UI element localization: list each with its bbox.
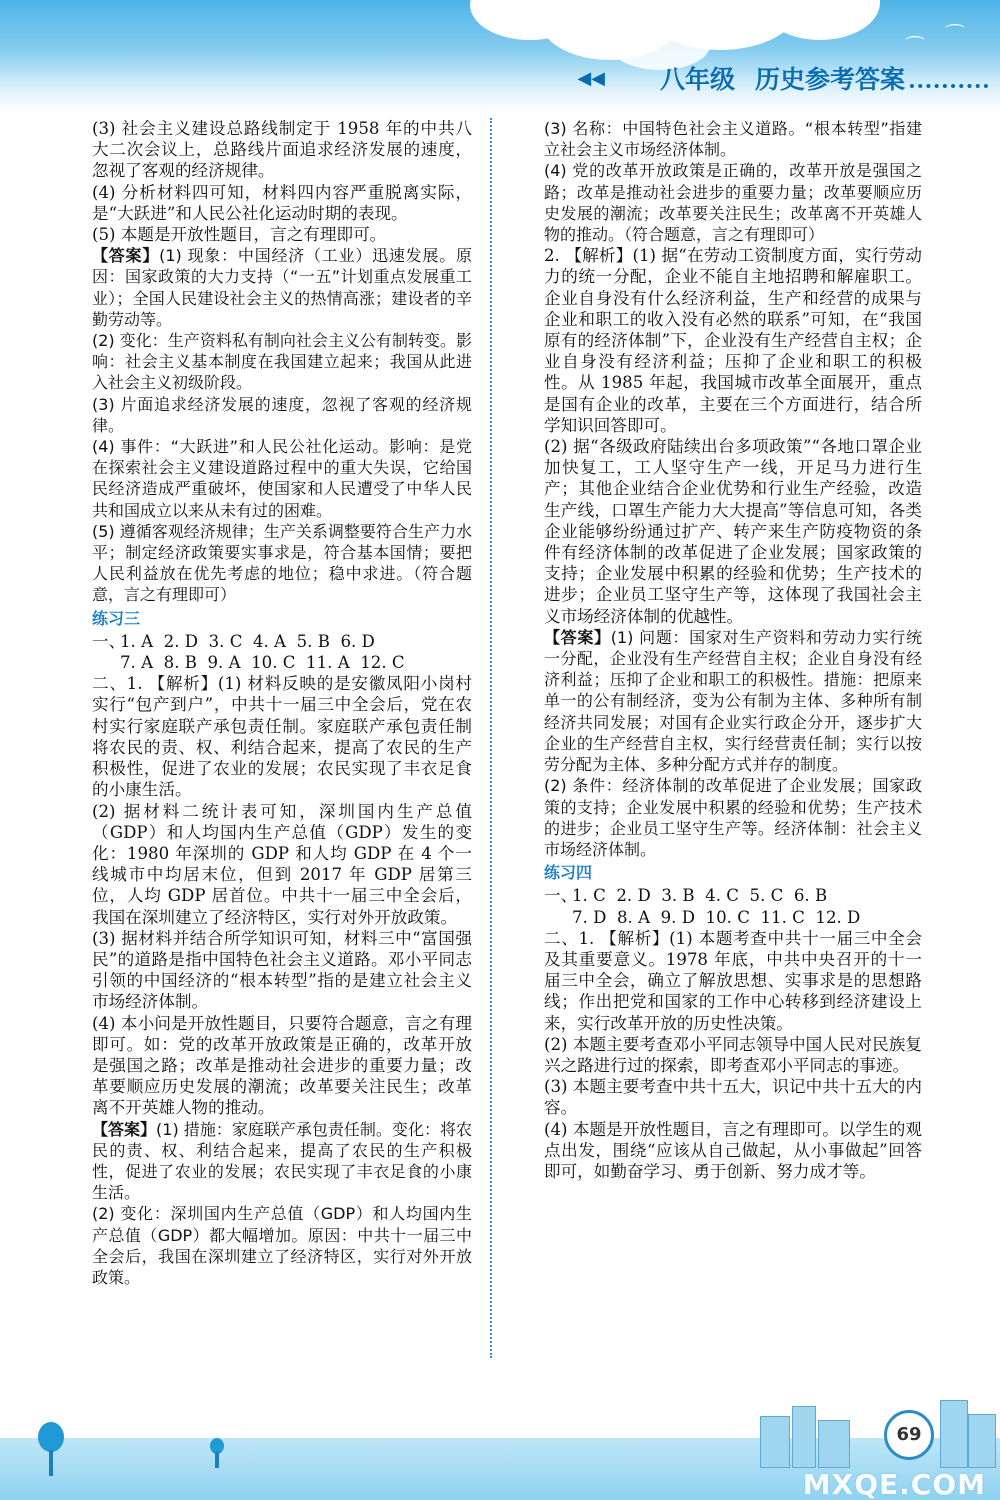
choice-label: 一、	[544, 886, 578, 906]
analysis-paragraph: (5) 本题是开放性题目，言之有理即可。	[92, 225, 387, 245]
choice-rows	[572, 885, 922, 927]
answer-label: 【答案】	[92, 1119, 157, 1139]
choice-answers	[92, 631, 472, 673]
answer-paragraph	[92, 1119, 472, 1204]
answer-paragraph	[544, 160, 922, 245]
choice-label: 一、	[92, 631, 126, 651]
analysis-paragraph: (2) 据材料二统计表可知，深圳国内生产总值（GDP）和人均国内生产总值（GDP）发生的变化：1980 年深圳的 GDP 和人均 GDP 在 4 个一线城市中均居末位，但到 2017 年 GDP 居第三位，人均 GDP 居首位。中共十一届三中全会后，我国在深圳建立了经济特区，实行对外开放政策。	[92, 801, 472, 927]
analysis-paragraph: (3) 社会主义建设总路线制定于 1958 年的中共八大二次会议上，总路线片面追求经济发展的速度，忽视了客观的经济规律。	[92, 119, 472, 181]
building-shape	[818, 1420, 850, 1468]
answer-text: (2) 变化：深圳国内生产总值（GDP）和人均国内生产总值（GDP）都大幅增加。原因：中共十一届三中全会后，我国在深圳建立了经济特区，实行对外开放政策。	[92, 1204, 472, 1287]
analysis-paragraph: (2) 本题主要考查邓小平同志领导中国人民对民族复兴之路进行过的探索，即考查邓小平同志的事迹。	[544, 1034, 922, 1075]
right-column	[544, 118, 922, 1182]
building-shape	[968, 1414, 996, 1468]
analysis-paragraph: (4) 本题是开放性题目，言之有理即可。以学生的观点出发，围绕“应该从自己做起，从小事做起”回答即可，如勤奋学习、勇于创新、努力成才等。	[544, 1119, 922, 1181]
choice-row: 7. D 8. A 9. D 10. C 11. C 12. D	[572, 907, 861, 927]
answer-paragraph	[92, 245, 472, 330]
answer-paragraph	[92, 394, 472, 436]
header-title	[660, 60, 905, 96]
answer-text: (1) 问题：国家对生产资料和劳动力实行统一分配，企业没有生产经营自主权；企业自身没有经济利益；压抑了企业和职工的积极性。措施：把原来单一的公有制经济，变为公有制为主体、多种所有制经济共同发展；对国有企业实行政企分开，逐步扩大企业的生产经营自主权，实行经营责任制；实行以按劳分配为主体、多种分配方式并存的制度。	[544, 627, 922, 775]
choice-row: 1. A 2. D 3. C 4. A 5. B 6. D	[120, 631, 375, 651]
building-shape	[760, 1416, 790, 1468]
building-shape	[940, 1400, 968, 1468]
analysis-paragraph: 2. 【解析】(1) 据“在劳动工资制度方面，实行劳动力的统一分配，企业不能自主地招聘和解雇职工。企业自身没有什么经济利益，生产和经营的成果与企业和职工的收入没有必然的联系”可知，在“我国原有的经济体制”下，企业没有生产经营自主权；企业自身没有经济利益；压抑了企业和职工的积极性。从 1985 年起，我国城市改革全面展开，重点是国有企业的改革，主要在三个方面进行，结合所学知识回答即可。	[544, 246, 922, 435]
answer-text: (1) 现象：中国经济（工业）迅速发展。原因：国家政策的大力支持（“一五”计划重点发展重工业）；全国人民建设社会主义的热情高涨；建设者的辛勤劳动等。	[92, 246, 472, 329]
footer-scene	[0, 1380, 1000, 1500]
answer-paragraph	[544, 118, 922, 160]
choice-row: 7. A 8. B 9. A 10. C 11. A 12. C	[120, 653, 405, 673]
answer-paragraph	[92, 521, 472, 606]
bird-icon: ⌒	[905, 34, 925, 58]
choice-row: 1. C 2. D 3. B 4. C 5. C 6. B	[572, 886, 828, 906]
answer-paragraph	[92, 436, 472, 521]
analysis-paragraph: (3) 本题主要考查中共十五大，识记中共十五大的内容。	[544, 1077, 922, 1118]
answer-paragraph	[544, 627, 922, 775]
analysis-paragraph: 二、1. 【解析】(1) 本题考查中共十一届三中全会及其重要意义。1978 年底，中共中央召开的十一届三中全会，确立了解放思想、实事求是的思想路线；作出把党和国家的工作中心转移到经济建设上来，实行改革开放的历史性决策。	[544, 928, 922, 1033]
arrow-icon: ◀◀	[577, 68, 605, 89]
answer-paragraph	[544, 775, 922, 860]
analysis-paragraph: (4) 本小问是开放性题目，只要符合题意，言之有理即可。如：党的改革开放政策是正确的，改革开放是强国之路；改革是推动社会进步的重要力量；改革要顺应历史发展的潮流；改革要关注民生；改革离不开英雄人物的推动。	[92, 1013, 472, 1118]
answer-text: (3) 片面追求经济发展的速度，忽视了客观的经济规律。	[92, 394, 472, 435]
page-number: 69	[884, 1410, 934, 1460]
answer-text: (3) 名称：中国特色社会主义道路。“根本转型”指建立社会主义市场经济体制。	[544, 119, 922, 160]
analysis-paragraph: 二、1. 【解析】(1) 材料反映的是安徽凤阳小岗村实行“包产到户”，中共十一届三中全会后，党在农村实行家庭联产承包责任制。家庭联产承包责任制将农民的责、权、利结合起来，提高了农民的生产积极性，促进了农业的发展；农民实现了丰衣足食的小康生活。	[92, 674, 472, 800]
grade-label: 八年级	[659, 65, 735, 94]
tree-trunk	[49, 1450, 53, 1476]
answer-label: 【答案】	[92, 246, 160, 266]
section-title: 练习四	[544, 863, 593, 883]
choice-answers	[544, 885, 922, 927]
bird-icon: ⌒	[945, 22, 965, 46]
analysis-paragraph: (3) 据材料并结合所学知识可知，材料三中“富国强民”的道路是指中国特色社会主义道路。邓小平同志引领的中国经济的“根本转型”指的是建立社会主义市场经济体制。	[92, 928, 472, 1012]
answer-text: (5) 遵循客观经济规律；生产关系调整要符合生产力水平；制定经济政策要实事求是，符合基本国情；要把人民利益放在优先考虑的地位；稳中求进。（符合题意，言之有理即可）	[92, 521, 472, 605]
answer-text: (4) 事件：“大跃进”和人民公社化运动。影响：是党在探索社会主义建设道路过程中的重大失误，它给国民经济造成严重破坏，使国家和人民遭受了中华人民共和国成立以来从未有过的困难。	[92, 437, 472, 520]
answer-paragraph	[92, 1203, 472, 1288]
subject-label: 历史参考答案	[754, 65, 905, 94]
watermark-text: MXQE.COM	[802, 1468, 986, 1500]
tree-icon	[38, 1422, 64, 1452]
answer-text: (2) 条件：经济体制的改革促进了企业发展；国家政策的支持；企业发展中积累的经验和优势；生产技术的进步；企业员工坚守生产等。经济体制：社会主义市场经济体制。	[544, 776, 922, 859]
tree-trunk	[215, 1452, 219, 1468]
answer-paragraph	[92, 330, 472, 394]
choice-rows	[120, 631, 472, 673]
left-column	[92, 118, 472, 1288]
answer-text: (1) 措施：家庭联产承包责任制。变化：将农民的责、权、利结合起来，提高了农民的生产积极性，促进了农业的发展；农民实现了丰衣足食的小康生活。	[92, 1119, 472, 1203]
building-shape	[792, 1406, 816, 1468]
answer-text: (2) 变化：生产资料私有制向社会主义公有制转变。影响：社会主义基本制度在我国建立起来；我国从此进入社会主义初级阶段。	[92, 331, 472, 393]
answer-text: (4) 党的改革开放政策是正确的，改革开放是强国之路；改革是推动社会进步的重要力量；改革要顺应历史发展的潮流；改革要关注民生；改革离不开英雄人物的推动。（符合题意，言之有理即可）	[544, 161, 922, 245]
analysis-paragraph: (2) 据“各级政府陆续出台多项政策”“各地口罩企业加快复工，工人坚守生产一线，开足马力进行生产；其他企业结合企业优势和行业生产经验，改造生产线，口罩生产能力大大提高”等信息可知，各类企业能够纷纷通过扩产、转产来生产防疫物资的条件有经济体制的改革促进了企业发展；国家政策的支持；企业发展中积累的经验和优势；生产技术的进步；企业员工坚守生产等，这体现了我国社会主义市场经济体制的优越性。	[544, 437, 922, 626]
answer-label: 【答案】	[544, 627, 611, 647]
header-banner	[0, 0, 1000, 112]
section-title: 练习三	[92, 608, 141, 628]
header-dots	[910, 84, 988, 88]
column-divider	[490, 118, 492, 1358]
analysis-paragraph: (4) 分析材料四可知，材料四内容严重脱离实际，是“大跃进”和人民公社化运动时期的表现。	[92, 182, 472, 223]
